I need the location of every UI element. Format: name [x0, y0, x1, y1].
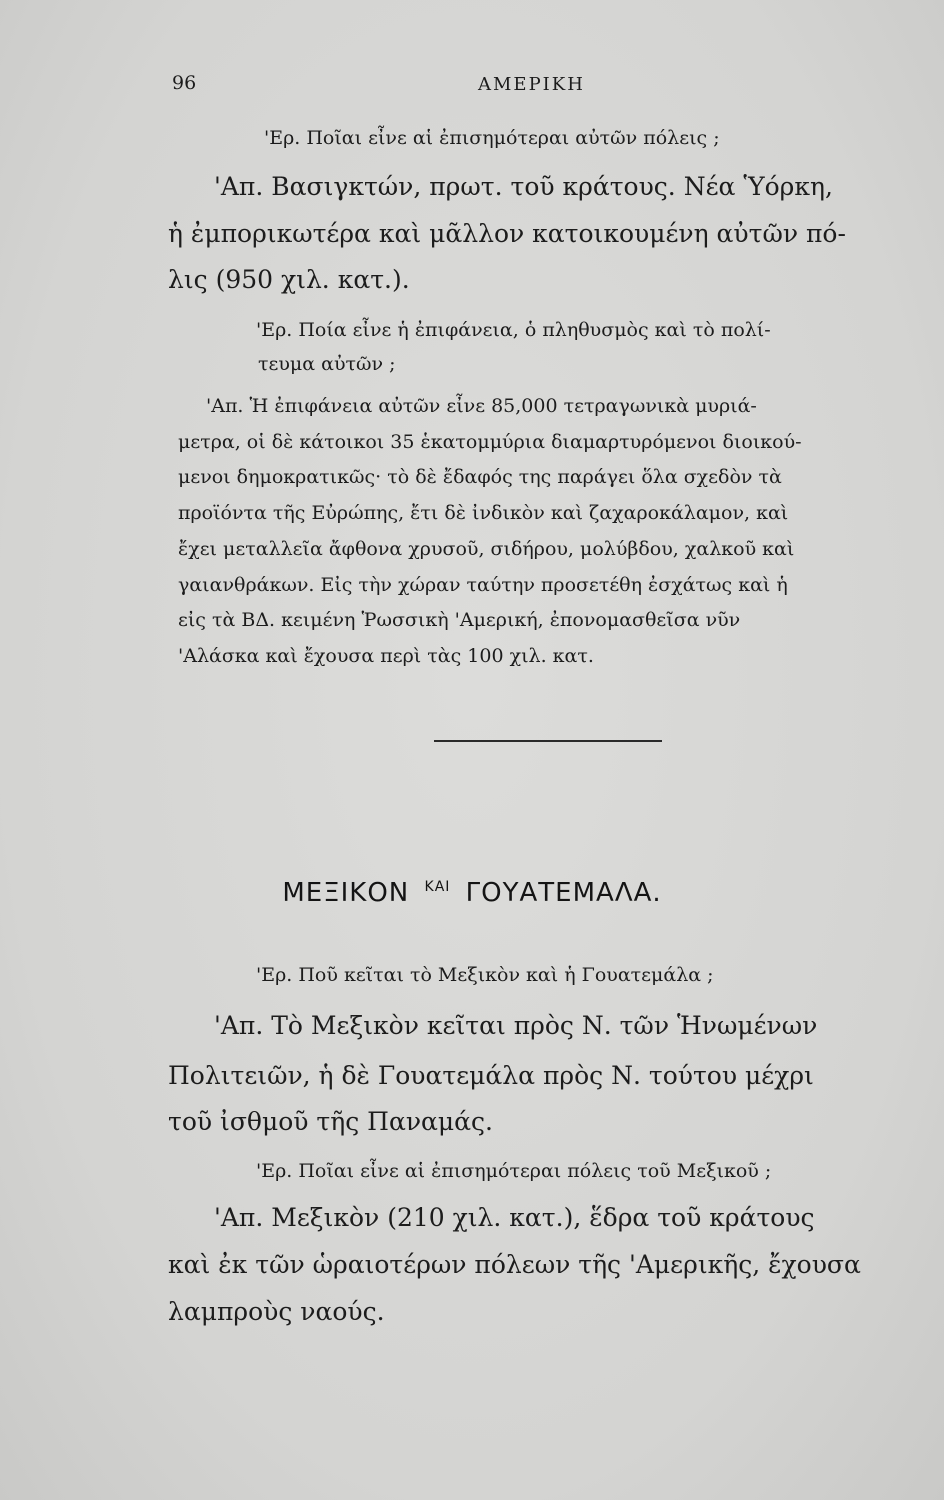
text-line: τοῦ ἰσθμοῦ τῆς Παναμάς. — [168, 1107, 493, 1136]
page-header — [172, 72, 772, 104]
question-line: 'Ερ. Ποία εἶνε ἡ ἐπιφάνεια, ὁ πληθυσμὸς καὶ τὸ πολί- — [256, 319, 771, 341]
question-line: 'Ερ. Ποῦ κεῖται τὸ Μεξικὸν καὶ ἡ Γουατεμάλα ; — [256, 964, 714, 986]
answer-line: 'Απ. Τὸ Μεξικὸν κεῖται πρὸς Ν. τῶν Ἡνωμένων — [214, 1011, 818, 1040]
answer-line: 'Απ. Ἡ ἐπιφάνεια αὐτῶν εἶνε 85,000 τετραγωνικὰ μυριά- — [206, 395, 757, 417]
section-title-mexico: ΜΕΞΙΚΟΝ — [282, 878, 410, 908]
text-line: μενοι δημοκρατικῶς· τὸ δὲ ἔδαφός της παράγει ὅλα σχεδὸν τὰ — [178, 466, 782, 488]
text-line: ἡ ἐμπορικωτέρα καὶ μᾶλλον κατοικουμένη αὐτῶν πό- — [168, 219, 846, 248]
question-line: 'Ερ. Ποῖαι εἶνε αἱ ἐπισημότεραι αὐτῶν πόλεις ; — [264, 127, 720, 149]
section-title-guatemala: ΓΟΥΑΤΕΜΑΛΑ. — [465, 878, 662, 908]
text-line: λις (950 χιλ. κατ.). — [168, 265, 410, 294]
text-line: καὶ ἐκ τῶν ὡραιοτέρων πόλεων τῆς 'Αμερικῆς, ἔχουσα — [168, 1250, 861, 1279]
text-line: λαμπροὺς ναούς. — [168, 1297, 385, 1326]
question-line: 'Ερ. Ποῖαι εἶνε αἱ ἐπισημότεραι πόλεις τοῦ Μεξικοῦ ; — [256, 1160, 772, 1182]
text-line: ἔχει μεταλλεῖα ἄφθονα χρυσοῦ, σιδήρου, μολύβδου, χαλκοῦ καὶ — [178, 538, 795, 560]
section-divider — [434, 740, 662, 742]
text-line: τευμα αὐτῶν ; — [258, 353, 396, 375]
text-line: Πολιτειῶν, ἡ δὲ Γουατεμάλα πρὸς Ν. τούτου μέχρι — [168, 1061, 814, 1090]
page-number: 96 — [172, 72, 197, 94]
text-line: εἰς τὰ ΒΔ. κειμένη Ῥωσσικὴ 'Αμερική, ἐπονομασθεῖσα νῦν — [178, 609, 741, 631]
text-line: 'Αλάσκα καὶ ἔχουσα περὶ τὰς 100 χιλ. κατ. — [178, 645, 594, 667]
text-line: προϊόντα τῆς Εὐρώπης, ἔτι δὲ ἰνδικὸν καὶ ζαχαροκάλαμον, καὶ — [178, 502, 789, 524]
section-title-kai: ΚΑΙ — [424, 879, 451, 895]
text-line: μετρα, οἱ δὲ κάτοικοι 35 ἑκατομμύρια διαμαρτυρόμενοι διοικού- — [178, 431, 802, 453]
running-head: ΑΜΕΡΙΚΗ — [478, 74, 585, 95]
text-line: γαιανθράκων. Εἰς τὴν χώραν ταύτην προσετέθη ἐσχάτως καὶ ἡ — [178, 574, 788, 596]
section-title — [0, 878, 944, 908]
answer-line: 'Απ. Μεξικὸν (210 χιλ. κατ.), ἕδρα τοῦ κράτους — [214, 1203, 815, 1232]
answer-line: 'Απ. Βασιγκτών, πρωτ. τοῦ κράτους. Νέα Ὑόρκη, — [214, 172, 833, 201]
